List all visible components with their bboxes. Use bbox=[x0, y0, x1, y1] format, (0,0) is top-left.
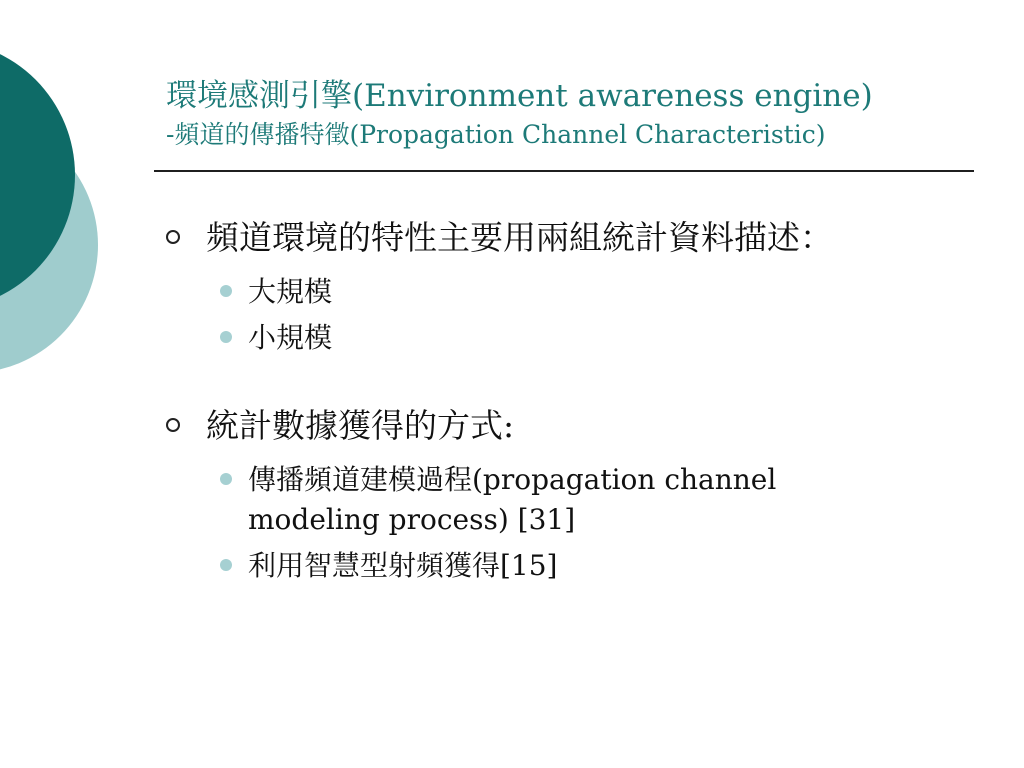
spacer bbox=[164, 358, 1004, 398]
dot-bullet-icon bbox=[220, 473, 232, 485]
decorative-circles bbox=[0, 0, 110, 420]
bullet-text: 統計數據獲得的方式: bbox=[206, 406, 515, 445]
slide-title bbox=[166, 74, 986, 152]
sub-bullet-text: 小規模 bbox=[248, 321, 333, 354]
ring-bullet-icon bbox=[166, 418, 180, 432]
sub-bullet-item bbox=[164, 546, 1004, 586]
bullet-text: 頻道環境的特性主要用兩組統計資料描述： bbox=[206, 218, 833, 257]
sub-bullet-item bbox=[164, 272, 1004, 312]
title-line-1: 環境感測引擎(Environment awareness engine) bbox=[166, 78, 873, 114]
bullet-list bbox=[164, 210, 1004, 586]
ring-bullet-icon bbox=[166, 230, 180, 244]
title-line-2: -頻道的傳播特徵(Propagation Channel Characteristic) bbox=[166, 120, 826, 149]
sub-bullet-item bbox=[164, 318, 1004, 358]
sub-bullet-item bbox=[164, 460, 1004, 540]
dot-bullet-icon bbox=[220, 285, 232, 297]
bullet-item bbox=[164, 210, 1004, 266]
bullet-item bbox=[164, 398, 1004, 454]
dot-bullet-icon bbox=[220, 331, 232, 343]
sub-bullet-text: 利用智慧型射頻獲得[15] bbox=[248, 549, 558, 582]
dot-bullet-icon bbox=[220, 559, 232, 571]
sub-bullet-text: 大規模 bbox=[248, 275, 333, 308]
title-divider bbox=[154, 170, 974, 172]
sub-bullet-text: 傳播頻道建模過程(propagation channel modeling process) [31] bbox=[248, 463, 777, 536]
